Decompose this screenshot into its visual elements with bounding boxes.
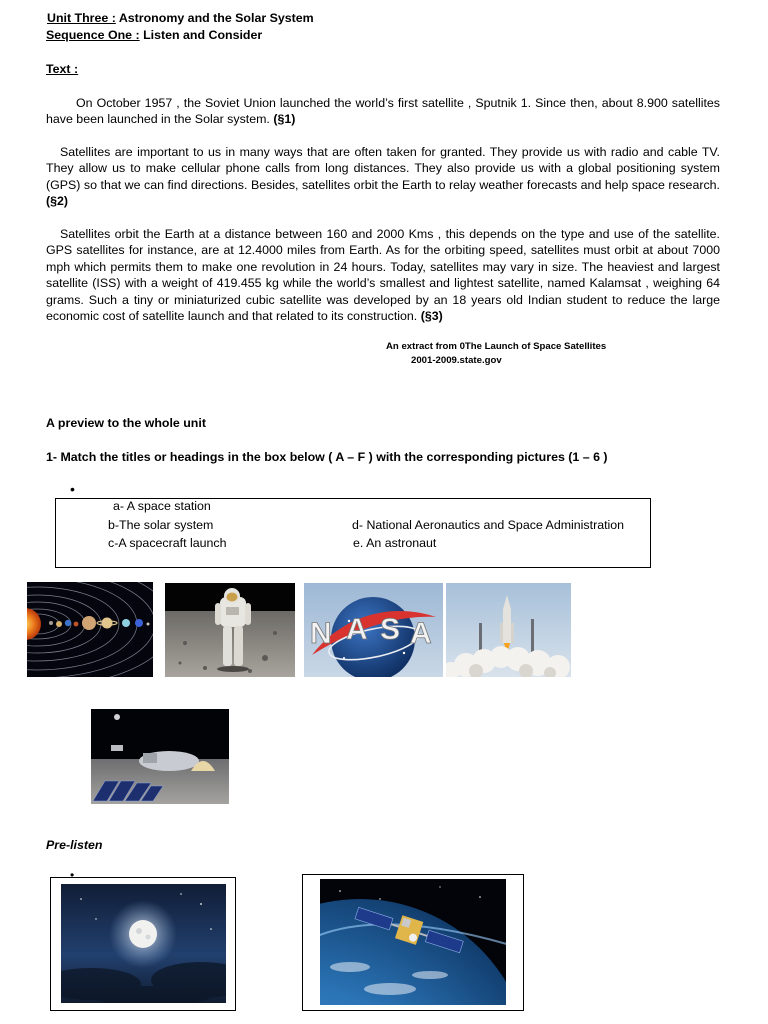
rocket-launch-image: [446, 583, 571, 677]
solar-system-image: [27, 582, 153, 677]
task-1-instruction: 1- Match the titles or headings in the box below ( A – F ) with the corresponding pictures (1 – 6 ): [46, 450, 608, 464]
source-line-1: An extract from 0The Launch of Space Satellites: [386, 341, 607, 352]
paragraph-2: [46, 144, 720, 210]
headings-box: [55, 498, 651, 568]
paragraph-1: [46, 95, 720, 128]
bullet-2: •: [70, 868, 75, 882]
pre-listen-heading: Pre-listen: [46, 838, 103, 852]
satellite-image: [320, 879, 506, 1005]
nasa-letter-1: N: [310, 617, 332, 650]
nasa-letter-2: A: [346, 613, 368, 646]
nasa-logo-image: [304, 583, 443, 677]
space-station-image: [91, 709, 229, 804]
heading-b: b-The solar system: [108, 518, 214, 532]
preview-heading: A preview to the whole unit: [46, 416, 206, 430]
heading-c: c-A spacecraft launch: [108, 536, 227, 550]
sequence-title: Listen and Consider: [143, 28, 263, 42]
sequence-heading: [46, 28, 262, 42]
satellite-image-frame: [302, 874, 524, 1011]
bullet-1: •: [70, 481, 75, 497]
paragraph-2-ref: (§2): [46, 194, 69, 209]
source-line-2: 2001-2009.state.gov: [411, 355, 502, 366]
nasa-letter-4: A: [410, 617, 432, 650]
sequence-label: Sequence One :: [46, 28, 140, 42]
paragraph-3: [46, 226, 720, 324]
astronaut-image: [165, 583, 295, 677]
unit-title: Astronomy and the Solar System: [118, 11, 314, 25]
heading-d: d- National Aeronautics and Space Administration: [352, 518, 625, 532]
paragraph-3-ref: (§3): [420, 309, 443, 324]
paragraph-1-ref: (§1): [273, 112, 296, 127]
full-moon-image: [61, 884, 226, 1003]
nasa-letter-3: S: [380, 613, 401, 646]
paragraph-1-text: On October 1957 , the Soviet Union launched the world’s first satellite , Sputnik 1. Since then, about 8.900 satellites have been launched in the Solar system.: [46, 96, 720, 127]
heading-a: a- A space station: [113, 499, 211, 513]
unit-heading: [47, 11, 314, 25]
text-label: Text :: [46, 62, 79, 76]
moon-image-frame: [50, 877, 236, 1011]
unit-label: Unit Three :: [47, 11, 116, 25]
heading-e: e. An astronaut: [353, 536, 437, 550]
paragraph-3-text: Satellites orbit the Earth at a distance between 160 and 2000 Kms , this depends on the type and use of the satellite. GPS satellites for instance, are at 12.4000 miles from Earth. As for the orbiting speed, satellites must orbit at about 7000 mph which permits them to make one revolution in 24 hours. Today, satellites may vary in size. The heaviest and largest satellite (ISS) with a weight of 419.455 kg while the world’s smallest and lightest satellite, named Kalamsat , weighing 64 grams. Such a tiny or miniaturized cubic satellite was developed by an 18 years old Indian student to reduce the large economic cost of satellite launch and that related to its construction.: [46, 227, 720, 324]
paragraph-2-text: Satellites are important to us in many ways that are often taken for granted. They provide us with radio and cable TV. They allow us to make cellular phone calls from long distances. They also provide us with a global positioning system (GPS) so that we can find directions. Besides, satellites orbit the Earth to relay weather forecasts and help space research.: [46, 145, 720, 192]
